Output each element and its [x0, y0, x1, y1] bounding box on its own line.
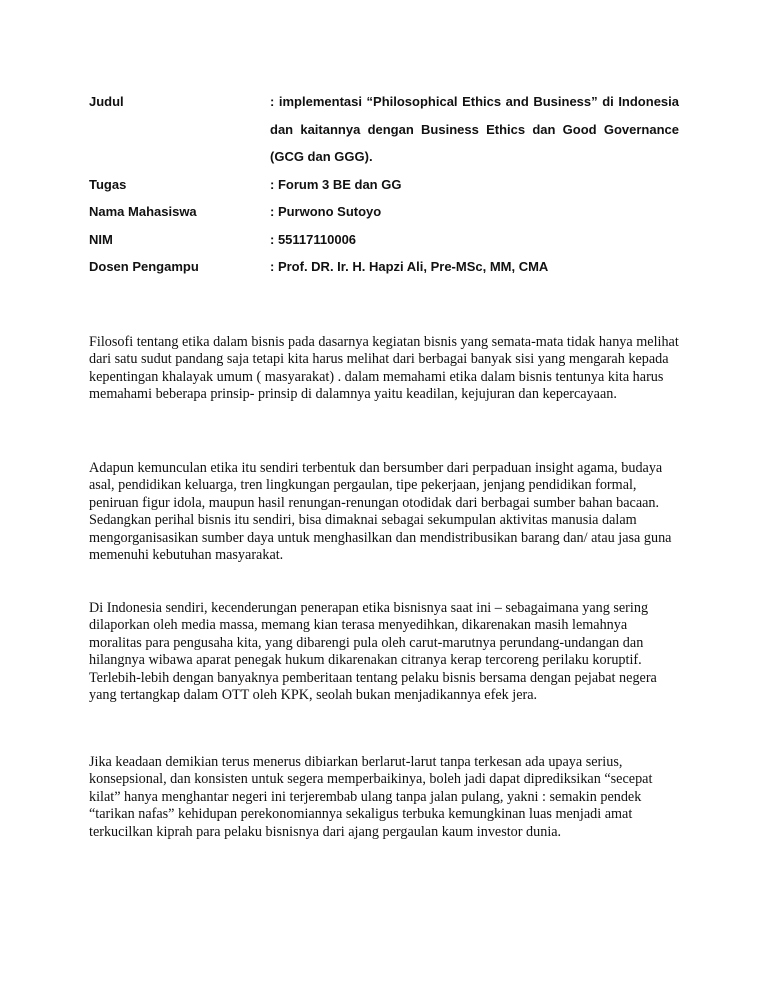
tugas-value: : Forum 3 BE dan GG	[270, 176, 402, 192]
judul-label: Judul	[89, 94, 124, 109]
header-row-nim	[89, 226, 679, 254]
paragraph-jika-keadaan: Jika keadaan demikian terus menerus dibiarkan berlarut-larut tanpa terkesan ada upaya serius, konsepsional, dan konsisten untuk segera memperbaikinya, boleh jadi dapat diprediksikan “secepat kilat” hanya menghantar negeri ini terjerembab ulang tanpa jalan pulang, yakni : semakin pendek “tarikan nafas” kehidupan perekonomiannya sekaligus terbuka kemungkinan luas menjadi amat terkucilkan kiprah para pelaku bisnisnya dari ajang pergaulan kaum investor dunia.	[89, 754, 653, 840]
header-row-judul	[89, 88, 679, 171]
dosen-pengampu-value: : Prof. DR. Ir. H. Hapzi Ali, Pre-MSc, MM, CMA	[270, 259, 549, 274]
paragraph-filosofi: Filosofi tentang etika dalam bisnis pada dasarnya kegiatan bisnis yang semata-mata tidak hanya melihat dari satu sudut pandang saja tetapi kita harus melihat dari berbagai banyak sisi yang mengarah kepada kepentingan khalayak umum ( masyarakat) . dalam memahami etika dalam bisnis tentunya kita harus memahami beberapa prinsip- prinsip di dalamnya yaitu keadilan, kejujuran dan kepercayaan.	[89, 334, 679, 403]
header-row-tugas	[89, 171, 679, 199]
nama-mahasiswa-value: : Purwono Sutoyo	[270, 204, 382, 219]
dosen-pengampu-label: Dosen Pengampu	[89, 259, 199, 274]
assignment-header	[89, 88, 679, 281]
nim-label: NIM	[89, 231, 113, 247]
tugas-label: Tugas	[89, 176, 127, 192]
nim-value: : 55117110006	[270, 231, 357, 247]
nama-mahasiswa-label: Nama Mahasiswa	[89, 204, 197, 219]
judul-value: : implementasi “Philosophical Ethics and Business” di Indonesia dan kaitannya dengan Business Ethics dan Good Governance (GCG dan GGG).	[270, 94, 679, 164]
header-row-nama	[89, 198, 679, 226]
paragraph-kemunculan-etika: Adapun kemunculan etika itu sendiri terbentuk dan bersumber dari perpaduan insight agama, budaya asal, pendidikan keluarga, tren lingkungan pergaulan, tipe pekerjaan, jenjang pendidikan formal, peniruan figur idola, maupun hasil renungan-renungan otodidak dari berbagai sumber bahan bacaan. Sedangkan perihal bisnis itu sendiri, bisa dimaknai sebagai sekumpulan aktivitas manusia dalam mengorganisasikan sumber daya untuk menghasilkan dan mendistribusikan barang dan/ atau jasa guna memenuhi kebutuhan masyarakat.	[89, 460, 672, 564]
paragraph-di-indonesia: Di Indonesia sendiri, kecenderungan penerapan etika bisnisnya saat ini – sebagaimana yang sering dilaporkan oleh media massa, memang kian terasa menyedihkan, dikarenakan masih lemahnya moralitas para pengusaha kita, yang dibarengi pula oleh carut-marutnya perundang-undangan dan hilangnya wibawa aparat penegak hukum dikarenakan citranya kerap tercoreng perilaku koruptif. Terlebih-lebih dengan banyaknya pemberitaan tentang pelaku bisnis bersama dengan pejabat negera yang tertangkap dalam OTT oleh KPK, seolah bukan menjadikannya efek jera.	[89, 600, 657, 704]
header-row-dosen	[89, 253, 679, 281]
